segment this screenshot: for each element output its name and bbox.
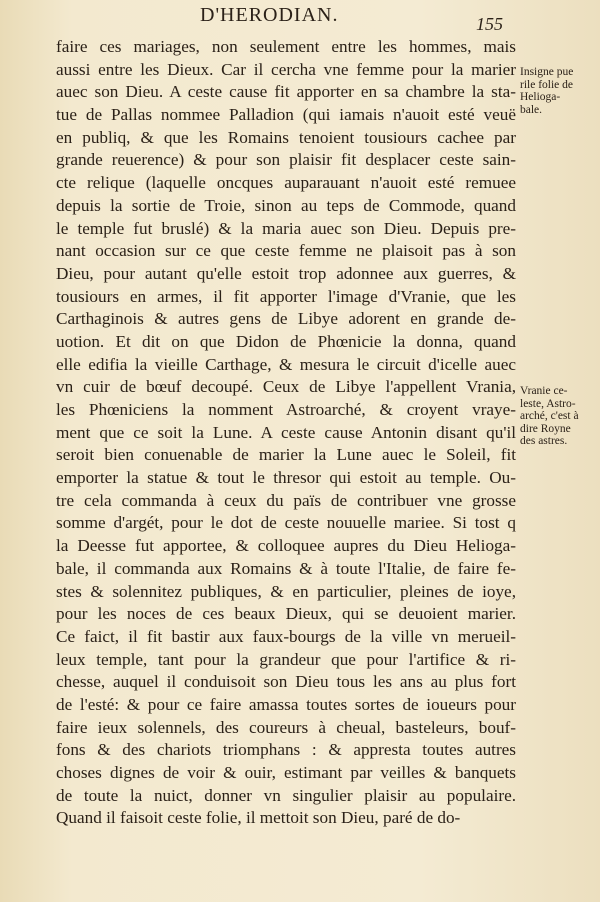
margin-note-heliogabale (520, 66, 600, 116)
text-line: emporter la statue & tout le thresor qui estoit au temple. Ou- (56, 468, 516, 488)
text-line: Dieu, pour autant qu'elle estoit trop adonnee aux guerres, & (56, 263, 516, 283)
text-line: tousiours en armes, il fit apporter l'image d'Vranie, que les (56, 286, 516, 306)
text-line: choses dignes de voir & ouir, estimant par veilles & banquets (56, 763, 516, 782)
text-line: cte relique (laquelle oncques auparauant n'auoit esté remuee (56, 173, 516, 193)
text-line: somme d'argét, pour le dot de ceste nouuelle mariee. Si tost q (56, 513, 516, 533)
body-text (56, 36, 516, 830)
margin-note-line: Vranie ce- (520, 385, 568, 397)
text-line: Quand il faisoit ceste folie, il mettoit son Dieu, paré de do- (56, 808, 461, 828)
text-line: Carthaginois & autres gens de Libye adorent en grande de- (56, 309, 516, 329)
text-line: depuis la sortie de Troie, sinon au teps de Commode, quand (56, 195, 516, 215)
text-line: tue de Pallas nommee Palladion (qui iamais n'auoit esté veuë (56, 105, 516, 125)
text-line: les Phœniciens la nomment Astroarché, & croyent vraye- (56, 400, 516, 419)
margin-note-line: leste, Astro- (520, 397, 576, 410)
text-line: ment que ce soit la Lune. A ceste cause Antonin disant qu'il (56, 422, 516, 442)
text-line: de l'esté: & pour ce faire amassa toutes sortes de ioueurs pour (56, 694, 516, 714)
text-line: auec son Dieu. A ceste cause fit apporter en sa chambre la sta- (56, 82, 516, 102)
text-line: seroit bien conuenable de marier la Lune auec le Soleil, fit (56, 445, 516, 465)
margin-note-line: Insigne pue (520, 66, 574, 78)
text-line: la Deesse fut apportee, & colloquee aupres du Dieu Helioga- (56, 536, 516, 556)
text-line: chesse, auquel il conduisoit son Dieu tous les ans au plus fort (56, 672, 516, 692)
margin-note-vranie (520, 385, 600, 448)
text-line: Ce faict, il fit bastir aux faux-bourgs de la ville vn merueil- (56, 626, 516, 646)
text-line: leux temple, tant pour la grandeur que pour l'artifice & ri- (56, 649, 516, 669)
page-header (0, 4, 600, 32)
text-line: bale, il commanda aux Romains & à toute l'Italie, de faire fe- (56, 558, 516, 578)
text-line: nant occasion sur ce que ceste femme ne plaisoit pas à son (56, 241, 516, 261)
text-line: stes & solennitez publiques, & en particulier, pleines de ioye, (56, 581, 516, 601)
margin-note-line: dire Royne (520, 422, 571, 435)
text-line: tre cela commanda à ceux du païs de contribuer vne grosse (56, 490, 516, 510)
margin-note-line: bale. (520, 103, 543, 116)
text-line: fons & des chariots triomphans : & appresta toutes autres (56, 740, 516, 760)
text-line: uotion. Et dit on que Didon de Phœnicie la donna, quand (56, 331, 516, 351)
text-line: faire ces mariages, non seulement entre les hommes, mais (56, 37, 516, 56)
text-line: elle edifia la vieille Carthage, & mesura le circuit d'icelle auec (56, 354, 516, 374)
margin-note-line: arché, c'est à (520, 410, 579, 422)
margin-note-line: des astres. (520, 435, 568, 447)
text-line: pour les noces de ces beaux Dieux, qui se deuoient marier. (56, 604, 516, 624)
page-number: 155 (476, 14, 503, 34)
margin-note-line: rile folie de (520, 78, 574, 91)
margin-note-line: Helioga- (520, 91, 561, 103)
text-line: de toute la nuict, donner vn singulier plaisir au populaire. (56, 785, 516, 805)
text-line: faire ieux solennels, des coureurs à cheual, basteleurs, bouf- (56, 717, 516, 737)
text-line: vn cuir de bœuf decoupé. Ceux de Libye l'appellent Vrania, (56, 377, 516, 397)
running-head: D'HERODIAN. (200, 4, 339, 26)
text-line: le temple fut bruslé) & la maria auec son Dieu. Depuis pre- (56, 218, 516, 238)
text-line: grande reuerence) & pour son plaisir fit desplacer ceste sain- (56, 150, 516, 170)
text-line: en publiq, & que les Romains tenoient tousiours cachee par (56, 127, 516, 147)
text-line: aussi entre les Dieux. Car il cercha vne femme pour la marier (56, 59, 516, 79)
